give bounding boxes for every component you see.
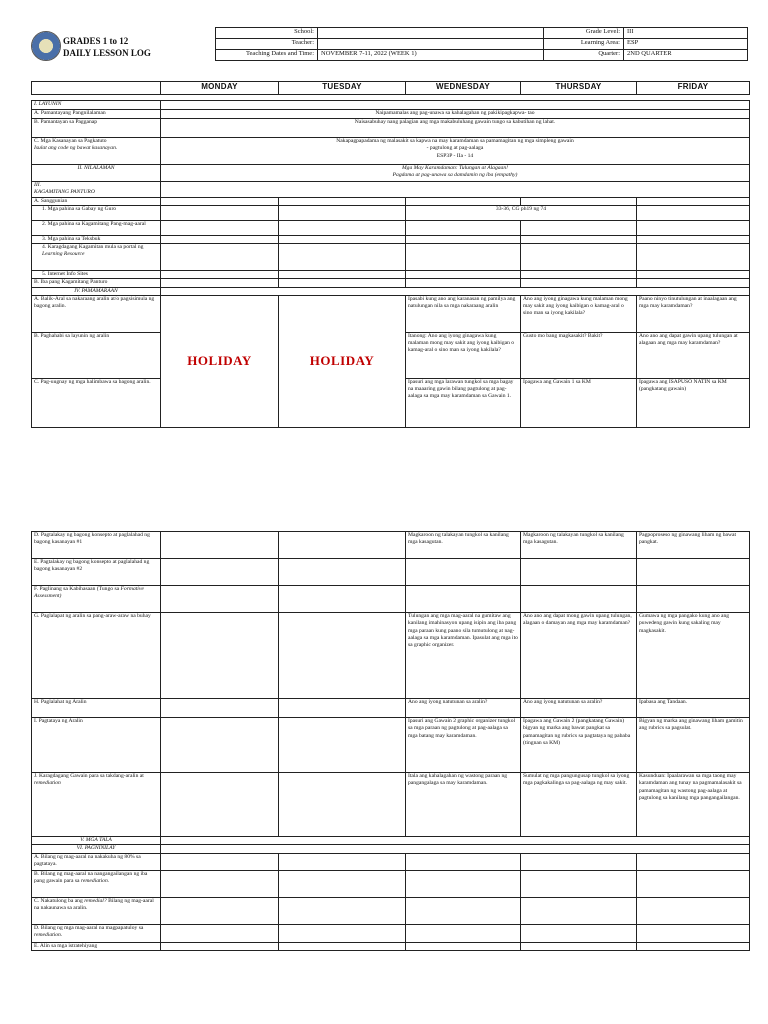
objectives-heading-row xyxy=(32,101,750,110)
kagamitan-heading xyxy=(32,182,161,198)
day-header-blank xyxy=(32,82,161,95)
reflection-c-text: C. Nakatulong ba ang xyxy=(34,897,83,904)
table-cell[interactable] xyxy=(161,942,279,950)
reflection-row-c xyxy=(32,897,750,924)
table-cell xyxy=(161,287,750,295)
table-cell xyxy=(279,586,406,613)
table-cell xyxy=(279,235,406,243)
reflection-c-label xyxy=(32,897,161,924)
table-cell[interactable] xyxy=(279,897,406,924)
reflection-row-a xyxy=(32,853,750,870)
proc-i-wed: Ipasuri ang Gawain 2 graphic organizer tungkol sa mga paraan ng pagtulong at pag-aalaga sa mga batang may karamdaman. xyxy=(406,718,521,773)
table-cell[interactable] xyxy=(161,870,279,897)
table-cell[interactable] xyxy=(406,897,521,924)
table-cell[interactable] xyxy=(406,853,521,870)
table-cell xyxy=(161,101,750,110)
proc-i-label: I. Pagtataya ng Aralin xyxy=(32,718,161,773)
ref-guide-label: 1. Mga pahina sa Gabay ng Guro xyxy=(32,205,161,220)
proc-c-wed: Ipasuri ang mga larawan tungkol sa mga bagay na maaaring gawin bilang pagtulong at pag-aalaga sa mga may karamdaman sa Gawain 1. xyxy=(406,378,521,427)
proc-row-h xyxy=(32,699,750,718)
deped-seal-icon xyxy=(31,31,61,61)
table-cell xyxy=(406,559,521,586)
table-cell xyxy=(521,279,637,287)
school-value[interactable] xyxy=(318,28,544,39)
table-cell xyxy=(406,244,521,271)
table-cell[interactable] xyxy=(279,924,406,942)
table-cell xyxy=(637,205,750,220)
proc-a-label: A. Balik-Aral sa nakaraang aralin at/o pagsisimula ng bagong aralin. xyxy=(32,295,161,332)
day-wednesday: WEDNESDAY xyxy=(406,82,521,95)
day-monday: MONDAY xyxy=(161,82,279,95)
table-cell xyxy=(161,205,279,220)
table-cell xyxy=(161,773,279,837)
performance-standard-row xyxy=(32,119,750,138)
table-cell xyxy=(161,244,279,271)
table-cell[interactable] xyxy=(279,870,406,897)
proc-row-i xyxy=(32,718,750,773)
proc-h-thu: Ano ang iyong natutunan sa aralin? xyxy=(521,699,637,718)
teacher-value[interactable] xyxy=(318,39,544,50)
competencies-label xyxy=(32,138,161,165)
table-cell xyxy=(161,532,279,559)
proc-g-thu: Ano ano ang dapat mong gawin upang tulungan, alagaan o damayan ang mga may karamdaman? xyxy=(521,613,637,699)
table-cell xyxy=(279,279,406,287)
kagamitan-num: III. xyxy=(34,182,41,188)
table-cell xyxy=(161,837,750,845)
table-cell xyxy=(161,279,279,287)
nilalaman-title: Mga May Karamdaman: Tulungan at Alagaan! xyxy=(401,165,509,171)
reflection-b-label xyxy=(32,870,161,897)
ref-row-3 xyxy=(32,235,750,243)
proc-g-fri: Gumawa ng mga pangako kung ano ang puwedeng gawin kung sakaling may magkasakit. xyxy=(637,613,750,699)
ref-textbook-label: 3. Mga pahina sa Teksbuk xyxy=(32,235,161,243)
reflection-row-d xyxy=(32,924,750,942)
content-standard-row xyxy=(32,110,750,119)
grade-level-value[interactable]: III xyxy=(624,28,748,39)
proc-e-label: E. Pagtalakay ng bagong konsepto at paglalahad ng bagong kasanayan #2 xyxy=(32,559,161,586)
proc-c-label: C. Pag-uugnay ng mga halimbawa sa bagong aralin. xyxy=(32,378,161,427)
table-cell xyxy=(637,244,750,271)
title-line-2: DAILY LESSON LOG xyxy=(63,48,151,59)
table-cell xyxy=(279,244,406,271)
table-cell[interactable] xyxy=(637,897,750,924)
table-cell xyxy=(521,586,637,613)
table-cell xyxy=(161,586,279,613)
proc-h-fri: Ipabasa ang Tandaan. xyxy=(637,699,750,718)
reflection-b-text: B. Bilang ng mag-aaral na nangangailangan ng iba pang gawain para sa xyxy=(34,870,148,884)
proc-c-fri: Ipagawa ang ISAPUSO NATIN sa KM (pangkatang gawain) xyxy=(637,378,750,427)
table-cell xyxy=(637,586,750,613)
info-row xyxy=(216,39,748,50)
ref-lr-italic: Learning Resource xyxy=(42,251,85,258)
reflection-row-e xyxy=(32,942,750,950)
table-cell xyxy=(521,559,637,586)
lesson-table-bottom xyxy=(31,531,750,951)
reflection-row-b xyxy=(32,870,750,897)
reflection-b-italic: remediation. xyxy=(80,877,110,884)
table-cell xyxy=(279,718,406,773)
table-cell xyxy=(279,271,406,279)
table-cell xyxy=(521,271,637,279)
ref-row-5 xyxy=(32,271,750,279)
proc-b-wed: Itanong: Ano ang iyong ginagawa kung malaman mong may sakit ang iyong kaibigan o kamag-aral o sino man sa iyong kakilala? xyxy=(406,332,521,378)
sanggunian-label: A. Sanggunian xyxy=(32,197,161,205)
reflection-c-rest: Bilang ng mag-aaral na nakaunawa sa aralin. xyxy=(34,897,154,911)
table-cell xyxy=(279,559,406,586)
proc-j-italic: remediation xyxy=(34,780,61,787)
ref-guide-value: 33-36, CG ph19 ng 74 xyxy=(406,205,637,220)
learning-area-label: Learning Area: xyxy=(544,39,624,50)
table-cell[interactable] xyxy=(161,897,279,924)
proc-row-g xyxy=(32,613,750,699)
learning-area-value[interactable]: ESP xyxy=(624,39,748,50)
proc-b-label: B. Paghahabi sa layunin ng aralin xyxy=(32,332,161,378)
nilalaman-heading: II. NILALAMAN xyxy=(32,165,161,182)
proc-d-thu: Magkaroon ng talakayan tungkol sa kanilang mga kasagutan. xyxy=(521,532,637,559)
proc-b-thu: Gusto mo bang magkasakit? Bakit? xyxy=(521,332,637,378)
table-cell[interactable] xyxy=(406,870,521,897)
proc-d-label: D. Pagtalakay ng bagong konsepto at paglalahad ng bagong kasanayan #1 xyxy=(32,532,161,559)
table-cell xyxy=(406,220,521,235)
pagninilay-heading: VI. PAGNINILAY xyxy=(32,845,161,853)
nilalaman-subtitle: Pagdama at pag-unawa sa damdamin ng iba (empathy) xyxy=(392,172,518,179)
day-tuesday: TUESDAY xyxy=(279,82,406,95)
ref-internet-label: 5. Internet Info Sites xyxy=(32,271,161,279)
proc-f-label xyxy=(32,586,161,613)
proc-i-thu: Ipagawa ang Gawain 2 (pangkatang Gawain) bigyan ng marka ang bawat pangkat sa pamamagitan ng rubrics sa pagtataya ng pababa (tingnan sa KM) xyxy=(521,718,637,773)
info-table xyxy=(215,27,748,61)
title-line-1: GRADES 1 to 12 xyxy=(63,36,129,46)
other-materials-label: B. Iba pang Kagamitang Panturo xyxy=(32,279,161,287)
table-cell[interactable] xyxy=(521,853,637,870)
mga-tala-row xyxy=(32,837,750,845)
kagamitan-row xyxy=(32,182,750,198)
kagamitan-title: KAGAMITANG PANTURO xyxy=(34,189,95,196)
other-materials-row xyxy=(32,279,750,287)
quarter-value[interactable]: 2ND QUARTER xyxy=(624,50,748,61)
day-friday: FRIDAY xyxy=(637,82,750,95)
table-cell[interactable] xyxy=(161,853,279,870)
competency-sub: - pagtulong at pag-aalaga xyxy=(426,145,484,152)
table-cell xyxy=(637,197,750,205)
table-cell xyxy=(406,586,521,613)
pagninilay-row xyxy=(32,845,750,853)
pamamaraan-heading: IV. PAMAMARAAN xyxy=(32,287,161,295)
table-cell xyxy=(161,220,279,235)
table-cell xyxy=(279,613,406,699)
proc-j-text: J. Karagdagang Gawain para sa takdang-aralin at xyxy=(34,773,144,779)
content-standard-value: Naipamamalas ang pag-unawa sa kahalagahan ng pakikipagkapwa- tao xyxy=(161,110,750,119)
reflection-d-text: D. Bilang ng mga mag-aaral na magpapatuloy sa xyxy=(34,924,144,931)
table-cell xyxy=(521,197,637,205)
competencies-row xyxy=(32,138,750,165)
proc-j-thu: Sumulat ng mga pangungusap tungkol sa iyong mga pagkakalinga sa pag-aalaga ng may sakit. xyxy=(521,773,637,837)
table-cell[interactable] xyxy=(521,942,637,950)
proc-j-label xyxy=(32,773,161,837)
table-cell xyxy=(637,220,750,235)
table-cell[interactable] xyxy=(161,924,279,942)
dates-label: Teaching Dates and Time: xyxy=(216,50,318,61)
proc-row-d xyxy=(32,532,750,559)
table-cell xyxy=(521,235,637,243)
ref-lr-label xyxy=(32,244,161,271)
proc-d-fri: Pagpoproseso ng ginawang liham ng bawat pangkat. xyxy=(637,532,750,559)
table-cell xyxy=(279,532,406,559)
competency-code: ESP3P - IIa - 14 xyxy=(436,152,474,159)
reflection-a-label: A. Bilang ng mag-aaral na nakakuha ng 80% sa pagtataya. xyxy=(32,853,161,870)
reflection-c-italic: remedial? xyxy=(84,897,107,904)
proc-row-e xyxy=(32,559,750,586)
table-cell xyxy=(406,197,521,205)
table-cell xyxy=(406,279,521,287)
dll-title xyxy=(63,35,151,59)
lesson-table-top xyxy=(31,81,750,428)
performance-standard-value: Naisasabuhay nang palagian ang mga makabuluhang gawain tungo sa kabutihan ng lahat. xyxy=(161,119,750,138)
table-cell xyxy=(161,845,750,853)
day-header-row xyxy=(32,82,750,95)
table-cell xyxy=(406,235,521,243)
info-row xyxy=(216,28,748,39)
dates-value[interactable]: NOVEMBER 7-11, 2022 (WEEK 1) xyxy=(318,50,544,61)
table-cell[interactable] xyxy=(637,924,750,942)
competencies-sub: Isulat ang code ng bawat kasanayan. xyxy=(34,145,118,152)
ref-learner-label: 2. Mga pahina sa Kagamitang Pang-mag-aaral xyxy=(32,220,161,235)
table-cell[interactable] xyxy=(279,853,406,870)
proc-g-wed: Tulungan ang mga mag-aaral na gumitaw ang kanilang imahinasyon upang isipin ang iba pang mga paraan kung paano sila tumutulong at nag-aalaga sa mga karamdaman. Ipasulat ang mga ito sa graphic organizer. xyxy=(406,613,521,699)
proc-row-f xyxy=(32,586,750,613)
table-cell[interactable] xyxy=(637,870,750,897)
table-cell[interactable] xyxy=(406,924,521,942)
proc-f-italic: Formative Assessment) xyxy=(34,586,144,600)
proc-row-j xyxy=(32,773,750,837)
table-cell xyxy=(161,182,750,198)
proc-f-text: F. Paglinang sa Kabihasaan (Tungo sa xyxy=(34,586,120,592)
table-cell xyxy=(161,271,279,279)
table-cell xyxy=(521,244,637,271)
info-row xyxy=(216,50,748,61)
nilalaman-value xyxy=(161,165,750,182)
ref-row-1 xyxy=(32,205,750,220)
proc-row-a xyxy=(32,295,750,332)
holiday-tuesday: HOLIDAY xyxy=(279,295,406,427)
grade-level-label: Grade Level: xyxy=(544,28,624,39)
competencies-value xyxy=(161,138,750,165)
table-cell xyxy=(637,271,750,279)
competency-text: Nakapagpapadama ng malasakit sa kapwa na may karamdaman sa pamamagitan ng mga simpleng gawain xyxy=(336,138,574,144)
proc-a-thu: Ano ang iyong ginagawa kung malaman mong may sakit ang iyong kaibigan o kamag-aral o sino man sa iyong kakilala? xyxy=(521,295,637,332)
content-standard-label: A. Pamantayang Pangnilalaman xyxy=(32,110,161,119)
table-cell xyxy=(161,613,279,699)
reflection-e-label: E. Alin sa mga istratehiyang xyxy=(32,942,161,950)
nilalaman-row xyxy=(32,165,750,182)
table-cell[interactable] xyxy=(637,942,750,950)
table-cell[interactable] xyxy=(406,942,521,950)
day-thursday: THURSDAY xyxy=(521,82,637,95)
proc-i-fri: Bigyan ng marka ang ginawang liham gamitin ang rubrics sa pagsulat. xyxy=(637,718,750,773)
table-cell[interactable] xyxy=(279,942,406,950)
reflection-d-label xyxy=(32,924,161,942)
table-cell xyxy=(637,279,750,287)
table-cell xyxy=(161,718,279,773)
table-cell xyxy=(279,773,406,837)
table-cell xyxy=(279,205,406,220)
proc-g-label: G. Paglalapat ng aralin sa pang-araw-araw na buhay xyxy=(32,613,161,699)
objectives-heading: I. LAYUNIN xyxy=(32,101,161,110)
table-cell xyxy=(406,271,521,279)
table-cell xyxy=(637,559,750,586)
mga-tala-heading: V. MGA TALA xyxy=(32,837,161,845)
table-cell[interactable] xyxy=(637,853,750,870)
proc-a-wed: Ipasabi kung ano ang karanasan ng pamilya ang natulungan nila sa mga nakaraang aralin xyxy=(406,295,521,332)
table-cell xyxy=(521,220,637,235)
competencies-label-text: C. Mga Kasanayan sa Pagkatuto xyxy=(34,138,107,144)
ref-lr-text: 4. Karagdagang Kagamitan mula sa portal ng xyxy=(42,244,144,251)
performance-standard-label: B. Pamantayan sa Pagganap xyxy=(32,119,161,138)
pamamaraan-row xyxy=(32,287,750,295)
proc-j-fri: Kasunduan: Ipaalarawan sa mga taong may karamdaman ang tunay na pagmamalasakit sa pamamagitan ng wastong pag-aalaga at pagtulong sa kanilang mga pangangailangan. xyxy=(637,773,750,837)
table-cell xyxy=(279,699,406,718)
proc-h-wed: Ano ang iyong natutunan sa aralin? xyxy=(406,699,521,718)
table-cell[interactable] xyxy=(521,870,637,897)
table-cell xyxy=(637,235,750,243)
teacher-label: Teacher: xyxy=(216,39,318,50)
table-cell xyxy=(161,699,279,718)
table-cell[interactable] xyxy=(521,924,637,942)
proc-h-label: H. Paglalahat ng Aralin xyxy=(32,699,161,718)
table-cell xyxy=(279,220,406,235)
table-cell xyxy=(279,197,406,205)
quarter-label: Quarter: xyxy=(544,50,624,61)
sanggunian-row xyxy=(32,197,750,205)
ref-row-4 xyxy=(32,244,750,271)
ref-row-2 xyxy=(32,220,750,235)
table-cell xyxy=(161,197,279,205)
table-cell xyxy=(161,559,279,586)
reflection-d-italic: remediation. xyxy=(34,931,63,938)
holiday-monday: HOLIDAY xyxy=(161,295,279,427)
school-label: School: xyxy=(216,28,318,39)
proc-a-fri: Paano ninyo tinutulungan at inaalagaan ang mga may karamdaman? xyxy=(637,295,750,332)
proc-d-wed: Magkaroon ng talakayan tungkol sa kanilang mga kasagutan. xyxy=(406,532,521,559)
proc-j-wed: Itala ang kahalagahan ng wastong paraan ng pangangalaga sa may karamdaman. xyxy=(406,773,521,837)
table-cell[interactable] xyxy=(521,897,637,924)
proc-c-thu: Ipagawa ang Gawain 1 sa KM xyxy=(521,378,637,427)
proc-b-fri: Ano ano ang dapat gawin upang tulungan at alagaan ang mga may karamdaman? xyxy=(637,332,750,378)
table-cell xyxy=(161,235,279,243)
